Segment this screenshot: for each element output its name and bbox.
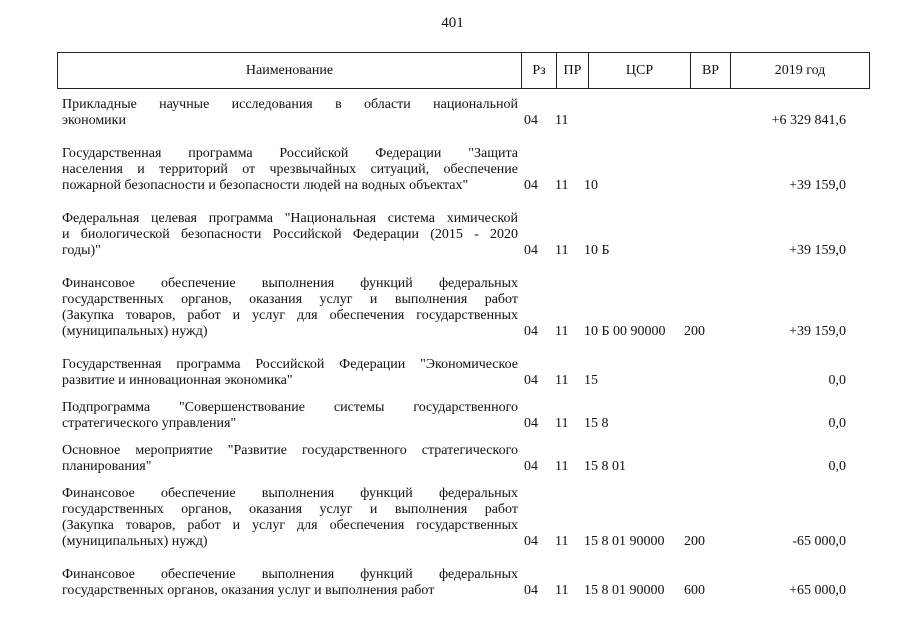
row-vr: 600 <box>684 583 705 598</box>
row-vr: 200 <box>684 534 705 549</box>
row-pr: 11 <box>555 459 569 474</box>
row-name <box>62 97 518 129</box>
row-csr: 15 <box>584 373 598 388</box>
header-pr: ПР <box>557 53 589 89</box>
row-sum: +65 000,0 <box>789 583 846 598</box>
row-pr: 11 <box>555 243 569 258</box>
row-name <box>62 211 518 259</box>
table-header <box>57 52 870 89</box>
row-sum: +6 329 841,6 <box>771 113 846 128</box>
row-pr: 11 <box>555 178 569 193</box>
row-rz: 04 <box>524 178 538 193</box>
row-sum: +39 159,0 <box>789 324 846 339</box>
table-row <box>62 146 852 194</box>
table-row <box>62 567 852 599</box>
row-name <box>62 276 518 340</box>
row-name-line: Подпрограмма "Совершенствование системы государственного <box>62 400 518 415</box>
header-rz: Рз <box>522 53 557 89</box>
row-sum: 0,0 <box>828 416 846 431</box>
row-csr: 15 8 01 90000 <box>584 583 665 598</box>
header-name: Наименование <box>58 53 522 89</box>
row-name <box>62 146 518 194</box>
row-name-line: экономики <box>62 113 126 128</box>
row-pr: 11 <box>555 324 569 339</box>
row-rz: 04 <box>524 534 538 549</box>
row-pr: 11 <box>555 373 569 388</box>
row-rz: 04 <box>524 416 538 431</box>
table-row <box>62 443 852 475</box>
row-name-line: (Закупка товаров, работ и услуг для обеспечения государственных <box>62 308 518 323</box>
row-name-line: Финансовое обеспечение выполнения функций федеральных <box>62 276 518 291</box>
row-rz: 04 <box>524 459 538 474</box>
row-sum: 0,0 <box>828 373 846 388</box>
row-csr: 15 8 01 <box>584 459 626 474</box>
row-name-line: Финансовое обеспечение выполнения функций федеральных <box>62 486 518 501</box>
header-vr: ВР <box>691 53 731 89</box>
row-rz: 04 <box>524 324 538 339</box>
row-pr: 11 <box>555 534 569 549</box>
table-row <box>62 97 852 129</box>
row-rz: 04 <box>524 113 538 128</box>
row-rz: 04 <box>524 243 538 258</box>
row-name-line: Финансовое обеспечение выполнения функций федеральных <box>62 567 518 582</box>
page-number: 401 <box>441 15 464 31</box>
row-name <box>62 357 518 389</box>
row-name <box>62 486 518 550</box>
row-sum: 0,0 <box>828 459 846 474</box>
row-name-line: Прикладные научные исследования в области национальной <box>62 97 518 112</box>
table-body <box>62 97 852 599</box>
row-name-line: государственных органов, оказания услуг и выполнения работ <box>62 292 518 307</box>
table-row <box>62 276 852 340</box>
row-name-line: развитие и инновационная экономика" <box>62 373 293 388</box>
row-pr: 11 <box>555 416 569 431</box>
row-pr: 11 <box>555 113 569 128</box>
row-name-line: пожарной безопасности и безопасности людей на водных объектах" <box>62 178 469 193</box>
row-name <box>62 400 518 432</box>
row-csr: 15 8 01 90000 <box>584 534 665 549</box>
header-csr: ЦСР <box>589 53 691 89</box>
row-vr: 200 <box>684 324 705 339</box>
row-name-line: (Закупка товаров, работ и услуг для обеспечения государственных <box>62 518 518 533</box>
row-name-line: Федеральная целевая программа "Национальная система химической <box>62 211 518 226</box>
row-name-line: годы)" <box>62 243 101 258</box>
row-csr: 10 <box>584 178 598 193</box>
row-sum: -65 000,0 <box>792 534 846 549</box>
row-name-line: Основное мероприятие "Развитие государственного стратегического <box>62 443 518 458</box>
row-name-line: (муниципальных) нужд) <box>62 534 208 549</box>
table-row <box>62 400 852 432</box>
row-pr: 11 <box>555 583 569 598</box>
row-name <box>62 443 518 475</box>
row-name-line: Государственная программа Российской Федерации "Экономическое <box>62 357 518 372</box>
row-csr: 10 Б 00 90000 <box>584 324 666 339</box>
row-rz: 04 <box>524 373 538 388</box>
row-name-line: государственных органов, оказания услуг и выполнения работ <box>62 583 435 598</box>
table-row <box>62 486 852 550</box>
row-name-line: Государственная программа Российской Федерации "Защита <box>62 146 518 161</box>
row-name-line: планирования" <box>62 459 152 474</box>
row-name-line: государственных органов, оказания услуг и выполнения работ <box>62 502 518 517</box>
row-name <box>62 567 518 599</box>
row-csr: 15 8 <box>584 416 609 431</box>
row-name-line: стратегического управления" <box>62 416 237 431</box>
row-sum: +39 159,0 <box>789 243 846 258</box>
row-sum: +39 159,0 <box>789 178 846 193</box>
row-rz: 04 <box>524 583 538 598</box>
row-name-line: (муниципальных) нужд) <box>62 324 208 339</box>
row-csr: 10 Б <box>584 243 610 258</box>
row-name-line: и биологической безопасности Российской Федерации (2015 - 2020 <box>62 227 518 242</box>
table-row <box>62 357 852 389</box>
table-row <box>62 211 852 259</box>
header-year: 2019 год <box>731 53 870 89</box>
row-name-line: населения и территорий от чрезвычайных ситуаций, обеспечение <box>62 162 518 177</box>
